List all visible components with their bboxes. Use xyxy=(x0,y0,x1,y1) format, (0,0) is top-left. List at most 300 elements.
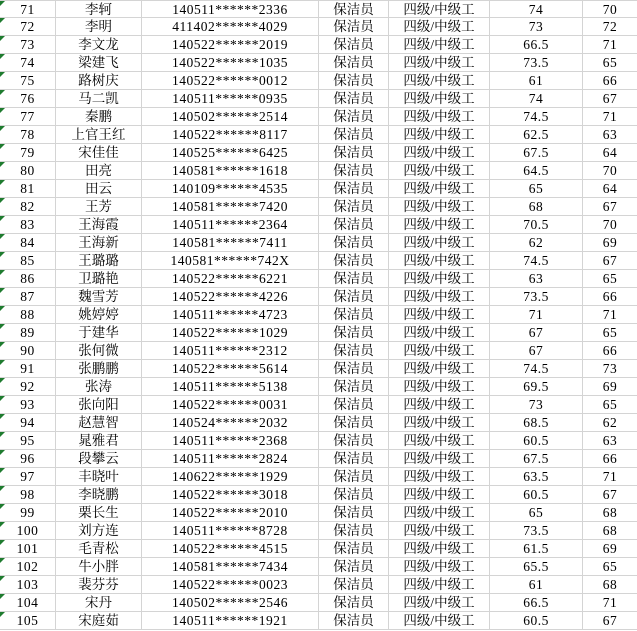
cell-id-number[interactable]: 140511******5138 xyxy=(142,378,319,396)
cell-name[interactable]: 李文龙 xyxy=(56,36,142,54)
cell-seq[interactable] xyxy=(0,486,56,504)
cell-seq[interactable] xyxy=(0,234,56,252)
cell-skill-level[interactable]: 四级/中级工 xyxy=(389,198,490,216)
cell-id-number[interactable]: 140525******6425 xyxy=(142,144,319,162)
error-indicator-triangle-icon xyxy=(0,288,5,293)
cell-id-number[interactable]: 140522******3018 xyxy=(142,486,319,504)
cell-job-title[interactable]: 保洁员 xyxy=(319,252,389,270)
cell-score-2[interactable]: 65 xyxy=(583,558,637,576)
cell-name[interactable]: 刘方连 xyxy=(56,522,142,540)
cell-skill-level[interactable]: 四级/中级工 xyxy=(389,234,490,252)
cell-id-number[interactable]: 140511******2336 xyxy=(142,0,319,18)
cell-score-2[interactable]: 71 xyxy=(583,108,637,126)
cell-id-number[interactable]: 140581******7420 xyxy=(142,198,319,216)
cell-id-number[interactable]: 140511******2312 xyxy=(142,342,319,360)
error-indicator-triangle-icon xyxy=(0,162,5,167)
cell-seq[interactable] xyxy=(0,288,56,306)
cell-job-title[interactable]: 保洁员 xyxy=(319,36,389,54)
cell-id-number[interactable]: 140522******2019 xyxy=(142,36,319,54)
cell-id-number[interactable]: 140522******0031 xyxy=(142,396,319,414)
cell-skill-level[interactable]: 四级/中级工 xyxy=(389,180,490,198)
cell-seq[interactable] xyxy=(0,36,56,54)
cell-name[interactable]: 栗长生 xyxy=(56,504,142,522)
seq-value: 74 xyxy=(20,55,35,70)
cell-score-2[interactable]: 64 xyxy=(583,180,637,198)
cell-score-2[interactable]: 70 xyxy=(583,216,637,234)
cell-seq[interactable] xyxy=(0,450,56,468)
error-indicator-triangle-icon xyxy=(0,504,5,509)
cell-id-number[interactable]: 140581******1618 xyxy=(142,162,319,180)
cell-id-number[interactable]: 140524******2032 xyxy=(142,414,319,432)
cell-name[interactable]: 宋佳佳 xyxy=(56,144,142,162)
cell-id-number[interactable]: 140522******1029 xyxy=(142,324,319,342)
cell-seq[interactable] xyxy=(0,18,56,36)
cell-skill-level[interactable]: 四级/中级工 xyxy=(389,594,490,612)
cell-job-title[interactable]: 保洁员 xyxy=(319,486,389,504)
cell-score-1[interactable]: 74.5 xyxy=(490,360,583,378)
cell-skill-level[interactable]: 四级/中级工 xyxy=(389,486,490,504)
cell-score-2[interactable]: 67 xyxy=(583,252,637,270)
cell-score-1[interactable]: 74.5 xyxy=(490,108,583,126)
cell-skill-level[interactable]: 四级/中级工 xyxy=(389,288,490,306)
cell-job-title[interactable]: 保洁员 xyxy=(319,108,389,126)
cell-score-2[interactable]: 69 xyxy=(583,540,637,558)
cell-name[interactable]: 秦鹏 xyxy=(56,108,142,126)
seq-value: 88 xyxy=(20,307,35,322)
table-row xyxy=(0,360,637,378)
cell-job-title[interactable]: 保洁员 xyxy=(319,576,389,594)
cell-id-number[interactable]: 140511******4723 xyxy=(142,306,319,324)
error-indicator-triangle-icon xyxy=(0,612,5,617)
cell-job-title[interactable]: 保洁员 xyxy=(319,270,389,288)
cell-skill-level[interactable]: 四级/中级工 xyxy=(389,216,490,234)
cell-job-title[interactable]: 保洁员 xyxy=(319,18,389,36)
cell-id-number[interactable]: 140522******0023 xyxy=(142,576,319,594)
cell-seq[interactable] xyxy=(0,396,56,414)
seq-value: 92 xyxy=(20,379,35,394)
cell-name[interactable]: 晁雅君 xyxy=(56,432,142,450)
cell-name[interactable]: 梁建飞 xyxy=(56,54,142,72)
cell-score-1[interactable]: 68 xyxy=(490,198,583,216)
cell-score-1[interactable]: 73.5 xyxy=(490,522,583,540)
cell-id-number[interactable]: 140511******8728 xyxy=(142,522,319,540)
cell-name[interactable]: 赵慧智 xyxy=(56,414,142,432)
cell-skill-level[interactable]: 四级/中级工 xyxy=(389,144,490,162)
cell-score-2[interactable]: 71 xyxy=(583,468,637,486)
error-indicator-triangle-icon xyxy=(0,72,5,77)
cell-score-2[interactable]: 66 xyxy=(583,450,637,468)
cell-job-title[interactable]: 保洁员 xyxy=(319,90,389,108)
cell-job-title[interactable]: 保洁员 xyxy=(319,288,389,306)
cell-seq[interactable] xyxy=(0,108,56,126)
seq-value: 80 xyxy=(20,163,35,178)
cell-skill-level[interactable]: 四级/中级工 xyxy=(389,342,490,360)
cell-seq[interactable] xyxy=(0,270,56,288)
cell-job-title[interactable]: 保洁员 xyxy=(319,54,389,72)
cell-name[interactable]: 王芳 xyxy=(56,198,142,216)
cell-score-1[interactable]: 65 xyxy=(490,504,583,522)
cell-name[interactable]: 魏雪芳 xyxy=(56,288,142,306)
cell-name[interactable]: 王璐璐 xyxy=(56,252,142,270)
cell-score-2[interactable]: 69 xyxy=(583,378,637,396)
cell-score-2[interactable]: 64 xyxy=(583,144,637,162)
cell-skill-level[interactable]: 四级/中级工 xyxy=(389,72,490,90)
seq-value: 75 xyxy=(20,73,35,88)
cell-job-title[interactable]: 保洁员 xyxy=(319,0,389,18)
cell-score-2[interactable]: 67 xyxy=(583,612,637,630)
cell-score-2[interactable]: 65 xyxy=(583,54,637,72)
cell-score-2[interactable]: 71 xyxy=(583,594,637,612)
cell-seq[interactable] xyxy=(0,540,56,558)
cell-score-1[interactable]: 67.5 xyxy=(490,450,583,468)
cell-score-1[interactable]: 60.5 xyxy=(490,486,583,504)
cell-score-2[interactable]: 66 xyxy=(583,288,637,306)
table-row xyxy=(0,54,637,72)
cell-score-2[interactable]: 70 xyxy=(583,0,637,18)
cell-id-number[interactable]: 140622******1929 xyxy=(142,468,319,486)
cell-score-1[interactable]: 74 xyxy=(490,90,583,108)
cell-score-1[interactable]: 70.5 xyxy=(490,216,583,234)
cell-job-title[interactable]: 保洁员 xyxy=(319,378,389,396)
cell-id-number[interactable]: 140522******1035 xyxy=(142,54,319,72)
cell-score-1[interactable]: 62.5 xyxy=(490,126,583,144)
seq-value: 90 xyxy=(20,343,35,358)
cell-score-1[interactable]: 67.5 xyxy=(490,144,583,162)
cell-seq[interactable] xyxy=(0,54,56,72)
cell-job-title[interactable]: 保洁员 xyxy=(319,144,389,162)
table-row xyxy=(0,558,637,576)
error-indicator-triangle-icon xyxy=(0,432,5,437)
cell-seq[interactable] xyxy=(0,612,56,630)
cell-name[interactable]: 李轲 xyxy=(56,0,142,18)
cell-seq[interactable] xyxy=(0,252,56,270)
cell-score-1[interactable]: 65 xyxy=(490,180,583,198)
cell-score-1[interactable]: 73 xyxy=(490,18,583,36)
cell-seq[interactable] xyxy=(0,576,56,594)
cell-score-1[interactable]: 61 xyxy=(490,72,583,90)
table-row xyxy=(0,306,637,324)
cell-job-title[interactable]: 保洁员 xyxy=(319,198,389,216)
cell-skill-level[interactable]: 四级/中级工 xyxy=(389,612,490,630)
cell-id-number[interactable]: 140522******2010 xyxy=(142,504,319,522)
cell-score-2[interactable]: 68 xyxy=(583,576,637,594)
cell-job-title[interactable]: 保洁员 xyxy=(319,468,389,486)
seq-value: 84 xyxy=(20,235,35,250)
cell-seq[interactable] xyxy=(0,162,56,180)
error-indicator-triangle-icon xyxy=(0,594,5,599)
cell-name[interactable]: 王海新 xyxy=(56,234,142,252)
cell-score-1[interactable]: 62 xyxy=(490,234,583,252)
cell-skill-level[interactable]: 四级/中级工 xyxy=(389,432,490,450)
cell-name[interactable]: 卫璐艳 xyxy=(56,270,142,288)
cell-name[interactable]: 李明 xyxy=(56,18,142,36)
cell-job-title[interactable]: 保洁员 xyxy=(319,180,389,198)
cell-name[interactable]: 宋庭茹 xyxy=(56,612,142,630)
cell-id-number[interactable]: 140522******4226 xyxy=(142,288,319,306)
cell-skill-level[interactable]: 四级/中级工 xyxy=(389,540,490,558)
cell-job-title[interactable]: 保洁员 xyxy=(319,504,389,522)
cell-score-2[interactable]: 68 xyxy=(583,522,637,540)
cell-score-2[interactable]: 67 xyxy=(583,486,637,504)
cell-name[interactable]: 马二凯 xyxy=(56,90,142,108)
cell-score-2[interactable]: 67 xyxy=(583,198,637,216)
cell-id-number[interactable]: 140511******0935 xyxy=(142,90,319,108)
cell-job-title[interactable]: 保洁员 xyxy=(319,306,389,324)
cell-name[interactable]: 张涛 xyxy=(56,378,142,396)
table-row xyxy=(0,162,637,180)
seq-value: 81 xyxy=(20,181,35,196)
cell-score-2[interactable]: 72 xyxy=(583,18,637,36)
error-indicator-triangle-icon xyxy=(0,342,5,347)
cell-score-1[interactable]: 63 xyxy=(490,270,583,288)
cell-seq[interactable] xyxy=(0,522,56,540)
cell-job-title[interactable]: 保洁员 xyxy=(319,72,389,90)
table-row xyxy=(0,180,637,198)
cell-seq[interactable] xyxy=(0,72,56,90)
cell-score-2[interactable]: 62 xyxy=(583,414,637,432)
cell-skill-level[interactable]: 四级/中级工 xyxy=(389,522,490,540)
cell-id-number[interactable]: 411402******4029 xyxy=(142,18,319,36)
cell-id-number[interactable]: 140581******7434 xyxy=(142,558,319,576)
cell-id-number[interactable]: 140522******5614 xyxy=(142,360,319,378)
seq-value: 72 xyxy=(20,19,35,34)
cell-seq[interactable] xyxy=(0,504,56,522)
seq-value: 79 xyxy=(20,145,35,160)
cell-seq[interactable] xyxy=(0,306,56,324)
table-row xyxy=(0,234,637,252)
cell-name[interactable]: 上官王红 xyxy=(56,126,142,144)
cell-score-1[interactable]: 67 xyxy=(490,342,583,360)
cell-score-1[interactable]: 64.5 xyxy=(490,162,583,180)
seq-value: 96 xyxy=(20,451,35,466)
cell-job-title[interactable]: 保洁员 xyxy=(319,324,389,342)
seq-value: 103 xyxy=(16,577,39,592)
cell-skill-level[interactable]: 四级/中级工 xyxy=(389,108,490,126)
cell-name[interactable]: 路树庆 xyxy=(56,72,142,90)
cell-id-number[interactable]: 140502******2514 xyxy=(142,108,319,126)
cell-name[interactable]: 李晓鹏 xyxy=(56,486,142,504)
cell-score-1[interactable]: 74.5 xyxy=(490,252,583,270)
cell-skill-level[interactable]: 四级/中级工 xyxy=(389,90,490,108)
error-indicator-triangle-icon xyxy=(0,522,5,527)
cell-name[interactable]: 田亮 xyxy=(56,162,142,180)
cell-skill-level[interactable]: 四级/中级工 xyxy=(389,270,490,288)
cell-skill-level[interactable]: 四级/中级工 xyxy=(389,324,490,342)
cell-skill-level[interactable]: 四级/中级工 xyxy=(389,576,490,594)
cell-job-title[interactable]: 保洁员 xyxy=(319,342,389,360)
error-indicator-triangle-icon xyxy=(0,126,5,131)
cell-seq[interactable] xyxy=(0,558,56,576)
seq-value: 104 xyxy=(16,595,39,610)
cell-skill-level[interactable]: 四级/中级工 xyxy=(389,396,490,414)
cell-skill-level[interactable]: 四级/中级工 xyxy=(389,36,490,54)
table-row xyxy=(0,342,637,360)
seq-value: 83 xyxy=(20,217,35,232)
cell-score-2[interactable]: 65 xyxy=(583,324,637,342)
cell-score-1[interactable]: 69.5 xyxy=(490,378,583,396)
cell-job-title[interactable]: 保洁员 xyxy=(319,540,389,558)
table-row xyxy=(0,72,637,90)
seq-value: 99 xyxy=(20,505,35,520)
seq-value: 86 xyxy=(20,271,35,286)
cell-seq[interactable] xyxy=(0,324,56,342)
cell-id-number[interactable]: 140511******2368 xyxy=(142,432,319,450)
table-row xyxy=(0,216,637,234)
cell-name[interactable]: 张何微 xyxy=(56,342,142,360)
cell-id-number[interactable]: 140581******742X xyxy=(142,252,319,270)
cell-skill-level[interactable]: 四级/中级工 xyxy=(389,378,490,396)
cell-skill-level[interactable]: 四级/中级工 xyxy=(389,306,490,324)
cell-score-1[interactable]: 71 xyxy=(490,306,583,324)
cell-skill-level[interactable]: 四级/中级工 xyxy=(389,18,490,36)
table-row xyxy=(0,432,637,450)
table-row xyxy=(0,18,637,36)
cell-score-2[interactable]: 63 xyxy=(583,126,637,144)
cell-name[interactable]: 于建华 xyxy=(56,324,142,342)
cell-score-2[interactable]: 70 xyxy=(583,162,637,180)
table-row xyxy=(0,108,637,126)
cell-score-1[interactable]: 73 xyxy=(490,396,583,414)
cell-score-2[interactable]: 65 xyxy=(583,396,637,414)
error-indicator-triangle-icon xyxy=(0,1,5,6)
cell-skill-level[interactable]: 四级/中级工 xyxy=(389,558,490,576)
cell-seq[interactable] xyxy=(0,198,56,216)
cell-id-number[interactable]: 140511******1921 xyxy=(142,612,319,630)
cell-job-title[interactable]: 保洁员 xyxy=(319,216,389,234)
table-row xyxy=(0,594,637,612)
cell-name[interactable]: 张向阳 xyxy=(56,396,142,414)
cell-id-number[interactable]: 140511******2364 xyxy=(142,216,319,234)
cell-seq[interactable] xyxy=(0,594,56,612)
table-row xyxy=(0,36,637,54)
cell-id-number[interactable]: 140502******2546 xyxy=(142,594,319,612)
cell-job-title[interactable]: 保洁员 xyxy=(319,126,389,144)
cell-name[interactable]: 姚婷婷 xyxy=(56,306,142,324)
cell-skill-level[interactable]: 四级/中级工 xyxy=(389,0,490,18)
cell-id-number[interactable]: 140109******4535 xyxy=(142,180,319,198)
cell-skill-level[interactable]: 四级/中级工 xyxy=(389,54,490,72)
table-row xyxy=(0,270,637,288)
cell-job-title[interactable]: 保洁员 xyxy=(319,594,389,612)
cell-seq[interactable] xyxy=(0,360,56,378)
table-row xyxy=(0,486,637,504)
cell-job-title[interactable]: 保洁员 xyxy=(319,414,389,432)
seq-value: 93 xyxy=(20,397,35,412)
cell-name[interactable]: 田云 xyxy=(56,180,142,198)
cell-score-2[interactable]: 68 xyxy=(583,504,637,522)
seq-value: 82 xyxy=(20,199,35,214)
cell-score-1[interactable]: 73.5 xyxy=(490,288,583,306)
cell-skill-level[interactable]: 四级/中级工 xyxy=(389,360,490,378)
cell-skill-level[interactable]: 四级/中级工 xyxy=(389,504,490,522)
cell-name[interactable]: 张鹏鹏 xyxy=(56,360,142,378)
cell-job-title[interactable]: 保洁员 xyxy=(319,612,389,630)
seq-value: 77 xyxy=(20,109,35,124)
cell-score-1[interactable]: 60.5 xyxy=(490,612,583,630)
cell-seq[interactable] xyxy=(0,414,56,432)
cell-score-2[interactable]: 65 xyxy=(583,270,637,288)
cell-id-number[interactable]: 140581******7411 xyxy=(142,234,319,252)
cell-job-title[interactable]: 保洁员 xyxy=(319,396,389,414)
cell-skill-level[interactable]: 四级/中级工 xyxy=(389,414,490,432)
cell-id-number[interactable]: 140522******8117 xyxy=(142,126,319,144)
cell-score-2[interactable]: 71 xyxy=(583,36,637,54)
cell-score-1[interactable]: 66.5 xyxy=(490,594,583,612)
seq-value: 95 xyxy=(20,433,35,448)
seq-value: 76 xyxy=(20,91,35,106)
seq-value: 85 xyxy=(20,253,35,268)
cell-name[interactable]: 毛青松 xyxy=(56,540,142,558)
cell-job-title[interactable]: 保洁员 xyxy=(319,234,389,252)
cell-job-title[interactable]: 保洁员 xyxy=(319,432,389,450)
cell-name[interactable]: 牛小胖 xyxy=(56,558,142,576)
cell-score-1[interactable]: 61.5 xyxy=(490,540,583,558)
cell-skill-level[interactable]: 四级/中级工 xyxy=(389,162,490,180)
cell-job-title[interactable]: 保洁员 xyxy=(319,162,389,180)
cell-seq[interactable] xyxy=(0,378,56,396)
cell-seq[interactable] xyxy=(0,432,56,450)
cell-score-1[interactable]: 60.5 xyxy=(490,432,583,450)
cell-score-2[interactable]: 67 xyxy=(583,90,637,108)
cell-score-2[interactable]: 66 xyxy=(583,342,637,360)
cell-seq[interactable] xyxy=(0,216,56,234)
cell-job-title[interactable]: 保洁员 xyxy=(319,522,389,540)
cell-id-number[interactable]: 140522******4515 xyxy=(142,540,319,558)
cell-skill-level[interactable]: 四级/中级工 xyxy=(389,126,490,144)
cell-id-number[interactable]: 140522******6221 xyxy=(142,270,319,288)
cell-score-1[interactable]: 73.5 xyxy=(490,54,583,72)
cell-seq[interactable] xyxy=(0,144,56,162)
cell-skill-level[interactable]: 四级/中级工 xyxy=(389,252,490,270)
cell-score-1[interactable]: 68.5 xyxy=(490,414,583,432)
cell-score-2[interactable]: 69 xyxy=(583,234,637,252)
cell-name[interactable]: 宋丹 xyxy=(56,594,142,612)
cell-seq[interactable] xyxy=(0,468,56,486)
cell-score-2[interactable]: 71 xyxy=(583,306,637,324)
cell-name[interactable]: 段攀云 xyxy=(56,450,142,468)
cell-job-title[interactable]: 保洁员 xyxy=(319,450,389,468)
cell-seq[interactable] xyxy=(0,0,56,18)
cell-job-title[interactable]: 保洁员 xyxy=(319,360,389,378)
cell-score-1[interactable]: 67 xyxy=(490,324,583,342)
cell-id-number[interactable]: 140522******0012 xyxy=(142,72,319,90)
cell-id-number[interactable]: 140511******2824 xyxy=(142,450,319,468)
cell-job-title[interactable]: 保洁员 xyxy=(319,558,389,576)
cell-score-1[interactable]: 61 xyxy=(490,576,583,594)
cell-score-1[interactable]: 66.5 xyxy=(490,36,583,54)
cell-seq[interactable] xyxy=(0,126,56,144)
cell-seq[interactable] xyxy=(0,180,56,198)
cell-score-2[interactable]: 66 xyxy=(583,72,637,90)
cell-score-2[interactable]: 63 xyxy=(583,432,637,450)
seq-value: 105 xyxy=(16,613,39,628)
table-row xyxy=(0,144,637,162)
cell-name[interactable]: 丰晓叶 xyxy=(56,468,142,486)
cell-score-1[interactable]: 63.5 xyxy=(490,468,583,486)
cell-skill-level[interactable]: 四级/中级工 xyxy=(389,468,490,486)
cell-name[interactable]: 王海霞 xyxy=(56,216,142,234)
cell-seq[interactable] xyxy=(0,342,56,360)
seq-value: 73 xyxy=(20,37,35,52)
cell-score-2[interactable]: 73 xyxy=(583,360,637,378)
cell-score-1[interactable]: 74 xyxy=(490,0,583,18)
table-row xyxy=(0,252,637,270)
cell-skill-level[interactable]: 四级/中级工 xyxy=(389,450,490,468)
cell-seq[interactable] xyxy=(0,90,56,108)
cell-score-1[interactable]: 65.5 xyxy=(490,558,583,576)
error-indicator-triangle-icon xyxy=(0,378,5,383)
cell-name[interactable]: 裴芬芬 xyxy=(56,576,142,594)
